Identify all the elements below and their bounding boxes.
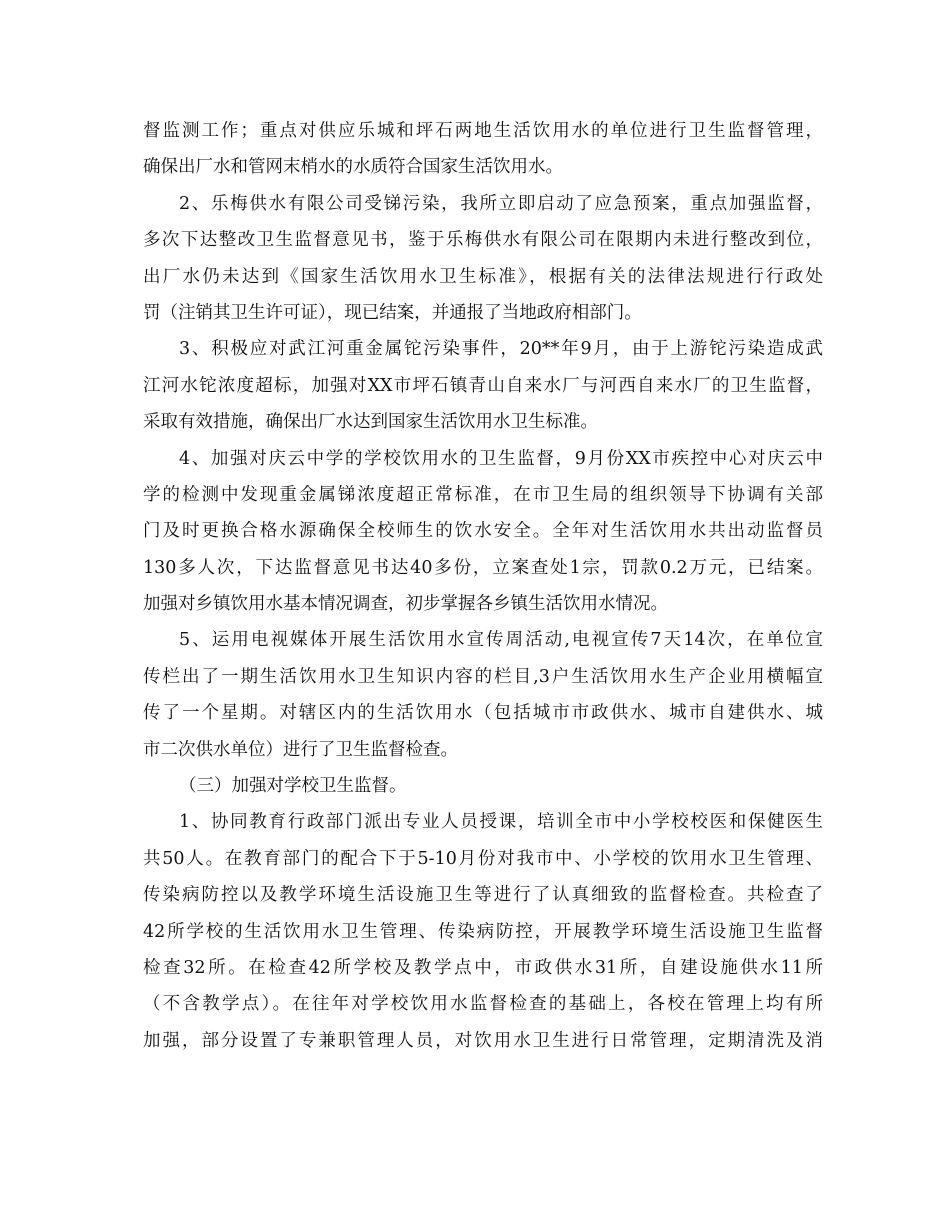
text-line: （不含教学点）。在往年对学校饮用水监督检查的基础上，各校在管理上均有所 [143,994,823,1015]
text-line: 传染病防控以及教学环境生活设施卫生等进行了认真细致的监督检查。共检查了 [143,885,823,906]
text-line: 确保出厂水和管网末梢水的水质符合国家生活饮用水。 [143,157,563,178]
text-line: 传栏出了一期生活饮用水卫生知识内容的栏目,3户生活饮用水生产企业用横幅宣 [143,666,823,687]
text-line: 多次下达整改卫生监督意见书，鉴于乐梅供水有限公司在限期内未进行整改到位， [143,230,823,251]
paragraph-start-line: 1、协同教育行政部门派出专业人员授课，培训全市中小学校校医和保健医生 [179,812,823,833]
text-line: 出厂水仍未达到《国家生活饮用水卫生标准》，根据有关的法律法规进行行政处 [143,266,823,287]
paragraph-start-line: 3、积极应对武江河重金属铊污染事件，20**年9月，由于上游铊污染造成武 [179,339,823,360]
text-line: 市二次供水单位）进行了卫生监督检查。 [143,739,458,760]
document-body [143,113,823,1059]
text-line: 江河水铊浓度超标，加强对XX市坪石镇青山自来水厂与河西自来水厂的卫生监督， [143,375,823,396]
text-line: 督监测工作；重点对供应乐城和坪石两地生活饮用水的单位进行卫生监督管理， [143,121,823,141]
text-line: 共50人。在教育部门的配合下于5-10月份对我市中、小学校的饮用水卫生管理、 [143,848,823,869]
text-line: 门及时更换合格水源确保全校师生的饮水安全。全年对生活饮用水共出动监督员 [143,521,823,542]
text-line: 传了一个星期。对辖区内的生活饮用水（包括城市市政供水、城市自建供水、城 [143,703,823,724]
text-line: 罚（注销其卫生许可证），现已结案，并通报了当地政府相部门。 [143,302,642,323]
text-line: 130多人次，下达监督意见书达40多份，立案查处1宗，罚款0.2万元，已结案。 [143,557,823,578]
paragraph-start-line: 2、乐梅供水有限公司受锑污染，我所立即启动了应急预案，重点加强监督， [179,193,823,214]
text-line: 采取有效措施，确保出厂水达到国家生活饮用水卫生标准。 [143,412,598,433]
text-line: 加强，部分设置了专兼职管理人员，对饮用水卫生进行日常管理，定期清洗及消 [143,1030,823,1051]
text-line: 加强对乡镇饮用水基本情况调查，初步掌握各乡镇生活饮用水情况。 [143,594,668,615]
section-heading: （三）加强对学校卫生监督。 [179,776,407,797]
paragraph-start-line: 4、加强对庆云中学的学校饮用水的卫生监督，9月份XX市疾控中心对庆云中 [179,448,823,469]
paragraph-start-line: 5、运用电视媒体开展生活饮用水宣传周活动,电视宣传7天14次，在单位宣 [179,630,823,651]
text-line: 检查32所。在检查42所学校及教学点中，市政供水31所，自建设施供水11所 [143,957,823,978]
text-line: 学的检测中发现重金属锑浓度超正常标准，在市卫生局的组织领导下协调有关部 [143,484,823,505]
text-line: 42所学校的生活饮用水卫生管理、传染病防控，开展教学环境生活设施卫生监督 [143,921,823,942]
